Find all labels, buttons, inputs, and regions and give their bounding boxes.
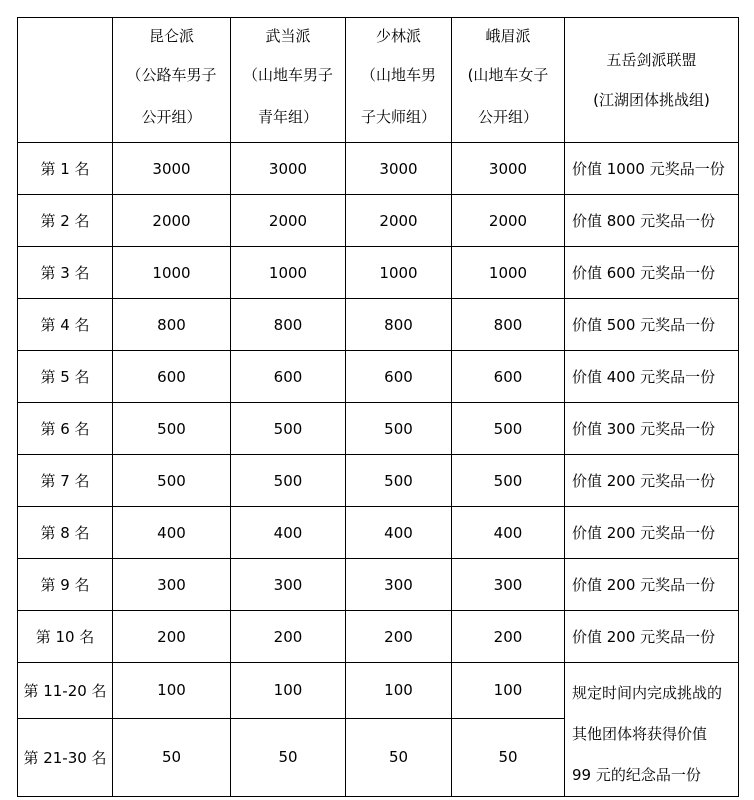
header-line: 五岳剑派联盟 [606, 51, 697, 69]
table-row [18, 143, 739, 195]
header-line: （公路车男子 [126, 66, 217, 84]
header-corner-cell [18, 18, 113, 143]
value-cell: 600 [346, 351, 452, 403]
value-cell: 1000 [113, 247, 231, 299]
header-line: 昆仑派 [148, 27, 194, 45]
prize-cell: 价值 300 元奖品一份 [565, 403, 739, 455]
value-cell: 3000 [346, 143, 452, 195]
prize-cell: 价值 400 元奖品一份 [565, 351, 739, 403]
rank-cell: 第 4 名 [18, 299, 113, 351]
value-cell: 200 [452, 611, 565, 663]
value-cell: 600 [231, 351, 346, 403]
value-cell: 1000 [452, 247, 565, 299]
rank-cell: 第 7 名 [18, 455, 113, 507]
value-cell: 3000 [113, 143, 231, 195]
header-line: 峨眉派 [485, 27, 531, 45]
prize-cell: 价值 600 元奖品一份 [565, 247, 739, 299]
value-cell: 50 [452, 718, 565, 796]
rank-cell: 第 9 名 [18, 559, 113, 611]
value-cell: 400 [452, 507, 565, 559]
header-line: 武当派 [265, 27, 311, 45]
value-cell: 2000 [452, 195, 565, 247]
value-cell: 3000 [452, 143, 565, 195]
value-cell: 200 [346, 611, 452, 663]
merged-prize-cell [565, 663, 739, 797]
value-cell: 500 [346, 455, 452, 507]
table-row [18, 299, 739, 351]
value-cell: 1000 [231, 247, 346, 299]
header-cell-shaolin [346, 18, 452, 143]
header-line: 少林派 [375, 27, 421, 45]
header-line: 公开组） [141, 108, 202, 126]
value-cell: 100 [452, 663, 565, 719]
value-cell: 800 [346, 299, 452, 351]
value-cell: 400 [113, 507, 231, 559]
value-cell: 50 [113, 718, 231, 796]
prize-cell: 价值 200 元奖品一份 [565, 507, 739, 559]
table-header-row [18, 18, 739, 143]
header-line: (山地车女子 [467, 66, 549, 84]
value-cell: 100 [231, 663, 346, 719]
prize-table [17, 17, 739, 797]
document-page [17, 17, 739, 797]
prize-cell: 价值 200 元奖品一份 [565, 455, 739, 507]
value-cell: 500 [113, 403, 231, 455]
table-row [18, 455, 739, 507]
rank-cell: 第 2 名 [18, 195, 113, 247]
prize-cell: 价值 200 元奖品一份 [565, 559, 739, 611]
value-cell: 2000 [231, 195, 346, 247]
table-row [18, 247, 739, 299]
table-row [18, 611, 739, 663]
header-cell-emei [452, 18, 565, 143]
value-cell: 800 [231, 299, 346, 351]
value-cell: 100 [346, 663, 452, 719]
value-cell: 500 [452, 455, 565, 507]
header-line: 公开组） [477, 108, 538, 126]
value-cell: 600 [452, 351, 565, 403]
table-row [18, 351, 739, 403]
value-cell: 500 [231, 403, 346, 455]
table-row [18, 559, 739, 611]
value-cell: 50 [346, 718, 452, 796]
value-cell: 50 [231, 718, 346, 796]
header-line: （山地车男 [360, 66, 436, 84]
value-cell: 400 [231, 507, 346, 559]
value-cell: 1000 [346, 247, 452, 299]
table-row [18, 663, 739, 719]
header-cell-wudang [231, 18, 346, 143]
value-cell: 500 [346, 403, 452, 455]
table-row [18, 507, 739, 559]
header-line: 子大师组） [360, 108, 436, 126]
prize-cell: 价值 500 元奖品一份 [565, 299, 739, 351]
header-line: (江湖团体挑战组) [593, 91, 710, 109]
merged-prize-line: 其他团体将获得价值 [572, 725, 708, 743]
rank-cell: 第 6 名 [18, 403, 113, 455]
merged-prize-line: 99 元的纪念品一份 [572, 766, 701, 784]
rank-cell: 第 21-30 名 [18, 718, 113, 796]
rank-cell: 第 8 名 [18, 507, 113, 559]
value-cell: 400 [346, 507, 452, 559]
value-cell: 3000 [231, 143, 346, 195]
prize-cell: 价值 1000 元奖品一份 [565, 143, 739, 195]
rank-cell: 第 11-20 名 [18, 663, 113, 719]
rank-cell: 第 1 名 [18, 143, 113, 195]
rank-cell: 第 3 名 [18, 247, 113, 299]
prize-cell: 价值 800 元奖品一份 [565, 195, 739, 247]
header-cell-kunlun [113, 18, 231, 143]
header-line: （山地车男子 [242, 66, 333, 84]
merged-prize-line: 规定时间内完成挑战的 [572, 684, 723, 702]
value-cell: 200 [231, 611, 346, 663]
rank-cell: 第 10 名 [18, 611, 113, 663]
value-cell: 300 [452, 559, 565, 611]
header-line: 青年组） [257, 108, 318, 126]
value-cell: 500 [113, 455, 231, 507]
value-cell: 800 [113, 299, 231, 351]
value-cell: 200 [113, 611, 231, 663]
value-cell: 500 [231, 455, 346, 507]
value-cell: 2000 [113, 195, 231, 247]
prize-cell: 价值 200 元奖品一份 [565, 611, 739, 663]
value-cell: 300 [231, 559, 346, 611]
value-cell: 100 [113, 663, 231, 719]
value-cell: 2000 [346, 195, 452, 247]
value-cell: 300 [346, 559, 452, 611]
table-row [18, 195, 739, 247]
value-cell: 800 [452, 299, 565, 351]
header-cell-wuyue [565, 18, 739, 143]
value-cell: 600 [113, 351, 231, 403]
value-cell: 500 [452, 403, 565, 455]
rank-cell: 第 5 名 [18, 351, 113, 403]
value-cell: 300 [113, 559, 231, 611]
table-row [18, 403, 739, 455]
